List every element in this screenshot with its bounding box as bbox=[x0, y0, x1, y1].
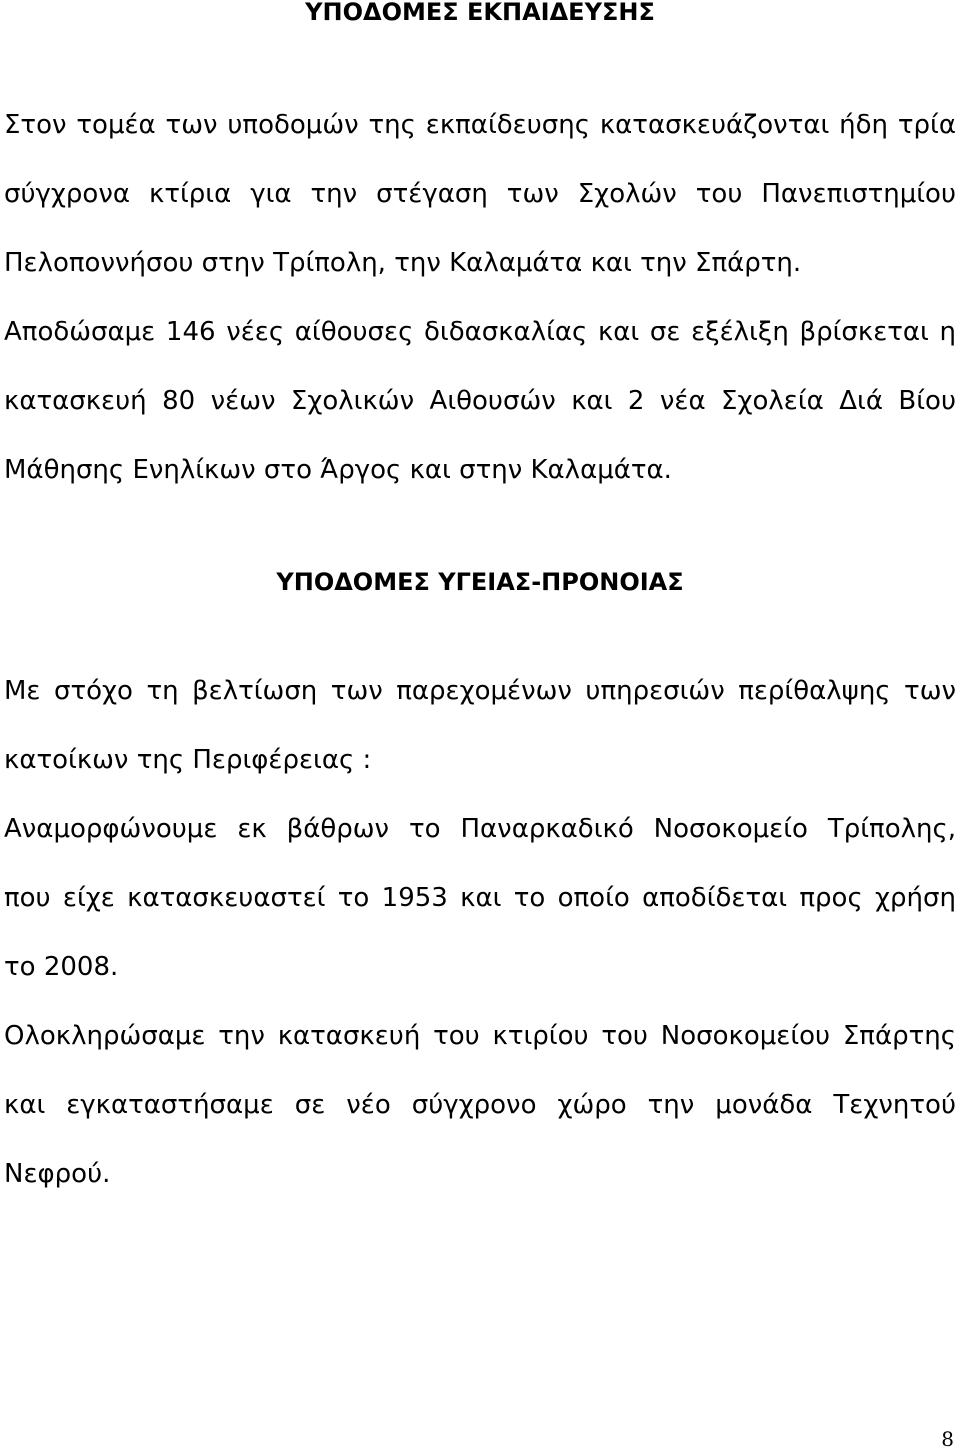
paragraph-health-goal bbox=[4, 666, 956, 804]
heading-education-infrastructure: ΥΠΟΔΟΜΕΣ ΕΚΠΑΙΔΕΥΣΗΣ bbox=[305, 0, 655, 26]
text-line: Πελοποννήσου στην Τρίπολη, την Καλαμάτα και την Σπάρτη. bbox=[4, 248, 802, 278]
paragraph-tripoli-hospital bbox=[4, 804, 956, 1011]
text-line: Μάθησης Ενηλίκων στο Άργος και στην Καλαμάτα. bbox=[4, 455, 672, 485]
text-line: Νεφρού. bbox=[4, 1159, 111, 1189]
text-line: και εγκαταστήσαμε σε νέο σύγχρονο χώρο την μονάδα Τεχνητού bbox=[4, 1090, 956, 1120]
text-line: Με στόχο τη βελτίωση των παρεχομένων υπηρεσιών περίθαλψης των bbox=[4, 676, 956, 706]
text-line: Αναμορφώνουμε εκ βάθρων το Παναρκαδικό Νοσοκομείο Τρίπολης, bbox=[4, 814, 956, 844]
text-line: που είχε κατασκευαστεί το 1953 και το οποίο αποδίδεται προς χρήση bbox=[4, 883, 956, 913]
paragraph-sparta-hospital bbox=[4, 1011, 956, 1218]
text-line: Ολοκληρώσαμε την κατασκευή του κτιρίου του Νοσοκομείου Σπάρτης bbox=[4, 1021, 956, 1051]
text-line: Αποδώσαμε 146 νέες αίθουσες διδασκαλίας και σε εξέλιξη βρίσκεται η bbox=[4, 317, 956, 347]
heading-health-welfare-infrastructure: ΥΠΟΔΟΜΕΣ ΥΓΕΙΑΣ-ΠΡΟΝΟΙΑΣ bbox=[276, 568, 684, 596]
text-line: σύγχρονα κτίρια για την στέγαση των Σχολών του Πανεπιστημίου bbox=[4, 179, 956, 209]
text-line: κατοίκων της Περιφέρειας : bbox=[4, 745, 372, 775]
text-line: κατασκευή 80 νέων Σχολικών Αιθουσών και 2 νέα Σχολεία Διά Βίου bbox=[4, 386, 956, 416]
page-number: 8 bbox=[941, 1427, 954, 1451]
text-line: το 2008. bbox=[4, 952, 119, 982]
text-line: Στον τομέα των υποδομών της εκπαίδευσης κατασκευάζονται ήδη τρία bbox=[4, 110, 956, 140]
paragraph-education bbox=[4, 100, 956, 514]
